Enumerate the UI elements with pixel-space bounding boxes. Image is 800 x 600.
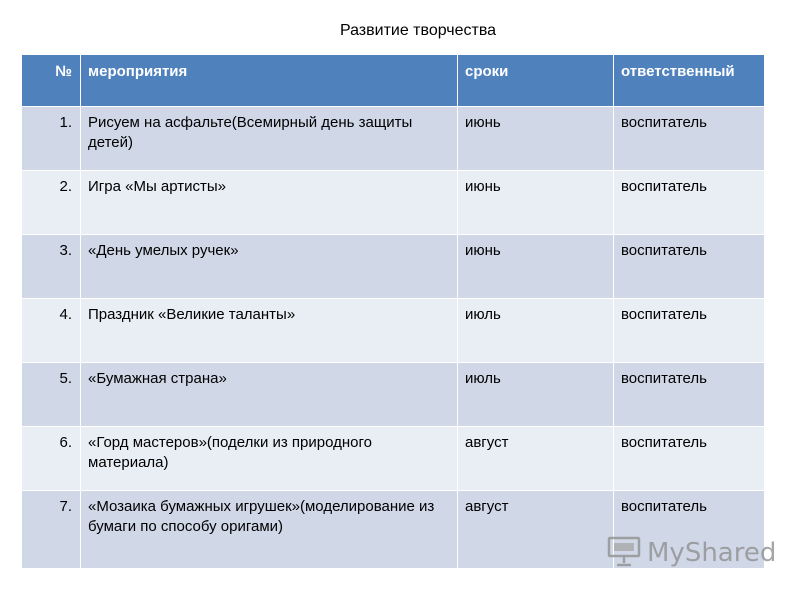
row-number: 7.: [22, 491, 81, 569]
header-events: мероприятия: [81, 55, 458, 107]
myshared-watermark: [607, 537, 776, 569]
row-number: 6.: [22, 427, 81, 491]
table-row: [22, 171, 765, 235]
row-responsible: воспитатель: [614, 491, 765, 569]
watermark-text: MyShared: [647, 538, 777, 568]
table-row: [22, 235, 765, 299]
table-row: [22, 427, 765, 491]
table-row: [22, 363, 765, 427]
table-row: [22, 107, 765, 171]
row-number: 2.: [22, 171, 81, 235]
row-event: «Горд мастеров»(поделки из природного материала): [81, 427, 458, 491]
header-responsible: ответственный: [614, 55, 765, 107]
row-date: июнь: [458, 107, 614, 171]
row-event: «День умелых ручек»: [81, 235, 458, 299]
row-event: «Бумажная страна»: [81, 363, 458, 427]
row-date: июль: [458, 299, 614, 363]
slide-title: Развитие творчества: [339, 22, 497, 39]
row-number: 5.: [22, 363, 81, 427]
row-event: Праздник «Великие таланты»: [81, 299, 458, 363]
row-date: июль: [458, 363, 614, 427]
row-number: 1.: [22, 107, 81, 171]
row-responsible: воспитатель: [614, 299, 765, 363]
row-date: август: [458, 427, 614, 491]
row-number: 3.: [22, 235, 81, 299]
table-row: [22, 299, 765, 363]
row-responsible: воспитатель: [614, 107, 765, 171]
row-event: «Мозаика бумажных игрушек»(моделирование из бумаги по способу оригами): [81, 491, 458, 569]
row-event: Игра «Мы артисты»: [81, 171, 458, 235]
row-responsible: воспитатель: [614, 363, 765, 427]
row-responsible: воспитатель: [614, 235, 765, 299]
header-number: №: [22, 55, 81, 107]
activities-table: [21, 54, 765, 569]
row-number: 4.: [22, 299, 81, 363]
row-date: август: [458, 491, 614, 569]
table-header-row: [22, 55, 765, 107]
header-dates: сроки: [458, 55, 614, 107]
row-responsible: воспитатель: [614, 171, 765, 235]
row-event: Рисуем на асфальте(Всемирный день защиты детей): [81, 107, 458, 171]
presentation-screen-icon: [607, 535, 641, 572]
row-date: июнь: [458, 235, 614, 299]
row-date: июнь: [458, 171, 614, 235]
row-responsible: воспитатель: [614, 427, 765, 491]
